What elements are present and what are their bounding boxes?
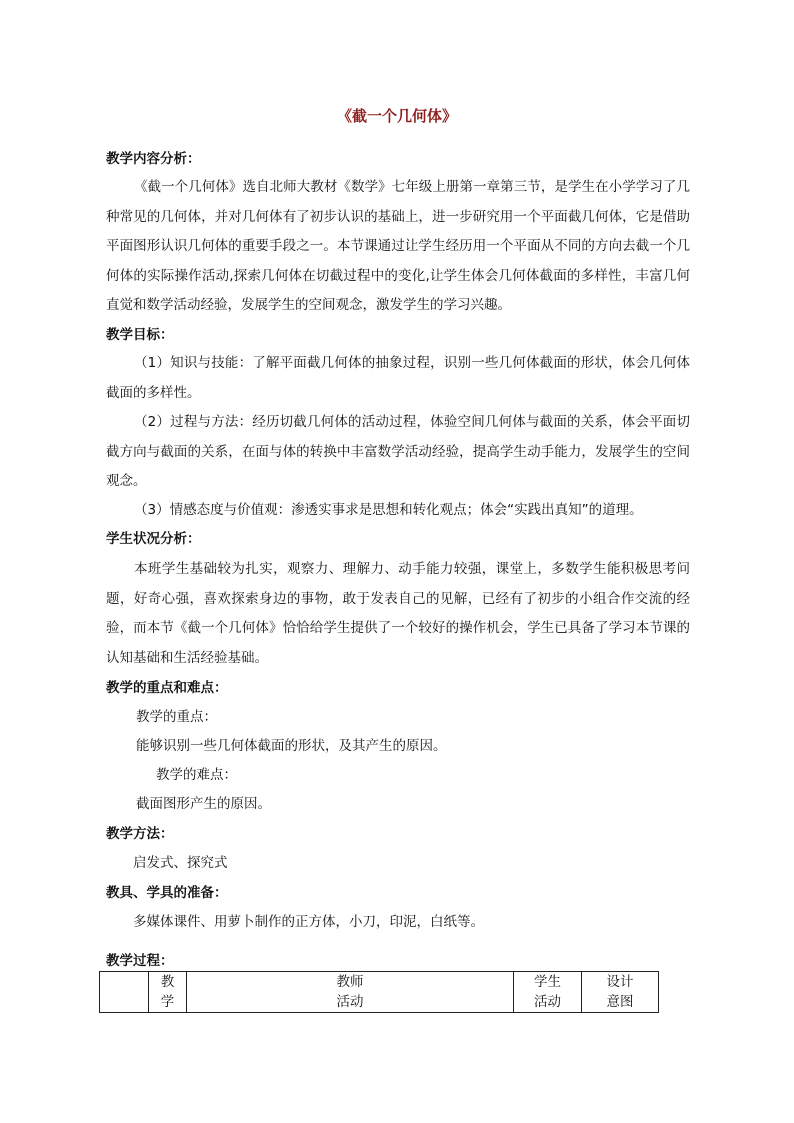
process-heading: 教学过程： — [106, 953, 174, 969]
student-analysis-text: 本班学生基础较为扎实，观察力、理解力、动手能力较强，课堂上，多数学生能积极思考问题，好奇心强，喜欢探索身边的事物，敢于发表自己的见解，已经有了初步的小组合作交流的经验，而本节《截一个几何体》恰恰给学生提供了一个较好的操作机会，学生已具备了学习本节课的认知基础和生活经验基础。 — [106, 561, 690, 666]
process-table — [99, 971, 659, 1013]
objective-item-2: （2）过程与方法：经历切截几何体的活动过程，体验空间几何体与截面的关系，体会平面切截方向与截面的关系，在面与体的转换中丰富数学活动经验，提高学生动手能力，发展学生的空间观念。 — [106, 414, 690, 489]
objective-item-3: （3）情感态度与价值观：渗透实事求是思想和转化观点；体会“实践出真知”的道理。 — [134, 502, 643, 518]
table-header-cell — [582, 972, 659, 1013]
difficulty-text: 截面图形产生的原因。 — [136, 796, 271, 812]
methods-heading: 教学方法： — [106, 826, 174, 842]
document-title: 《截一个几何体》 — [336, 107, 457, 125]
tools-text: 多媒体课件、用萝卜制作的正方体，小刀，印泥，白纸等。 — [133, 914, 484, 930]
table-header-cell — [514, 972, 582, 1013]
content-analysis-heading: 教学内容分析： — [106, 151, 201, 167]
content-analysis-text: 《截一个几何体》选自北师大教材《数学》七年级上册第一章第三节，是学生在小学学习了几种常见的几何体，并对几何体有了初步认识的基础上，进一步研究用一个平面截几何体，它是借助平面图形认识几何体的重要手段之一。本节课通过让学生经历用一个平面从不同的方向去截一个几何体的实际操作活动,探索几何体在切截过程中的变化,让学生体会几何体截面的多样性，丰富几何直觉和数学活动经验，发展学生的空间观念，激发学生的学习兴趣。 — [106, 179, 690, 313]
table-header-row — [100, 972, 659, 1013]
objectives-heading: 教学目标： — [106, 327, 174, 343]
student-analysis-heading: 学生状况分析： — [106, 531, 201, 547]
header-teacher-activity: 教师活动 — [336, 974, 364, 1010]
tools-heading: 教具、学具的准备： — [106, 885, 228, 901]
header-student-activity: 学生活动 — [534, 974, 561, 1010]
table-header-cell — [149, 972, 187, 1013]
table-header-cell — [187, 972, 514, 1013]
difficulty-label: 教学的难点： — [156, 767, 237, 783]
key-points-heading: 教学的重点和难点： — [106, 680, 228, 696]
focus-text: 能够识别一些几何体截面的形状，及其产生的原因。 — [136, 738, 447, 754]
table-header-cell — [100, 972, 149, 1013]
methods-text: 启发式、探究式 — [133, 855, 228, 871]
objective-item-1: （1）知识与技能：了解平面截几何体的抽象过程，识别一些几何体截面的形状，体会几何体截面的多样性。 — [106, 355, 690, 401]
focus-label: 教学的重点： — [136, 709, 217, 725]
header-teaching: 教学 — [160, 974, 175, 1010]
header-design-intent: 设计意图 — [606, 974, 634, 1010]
